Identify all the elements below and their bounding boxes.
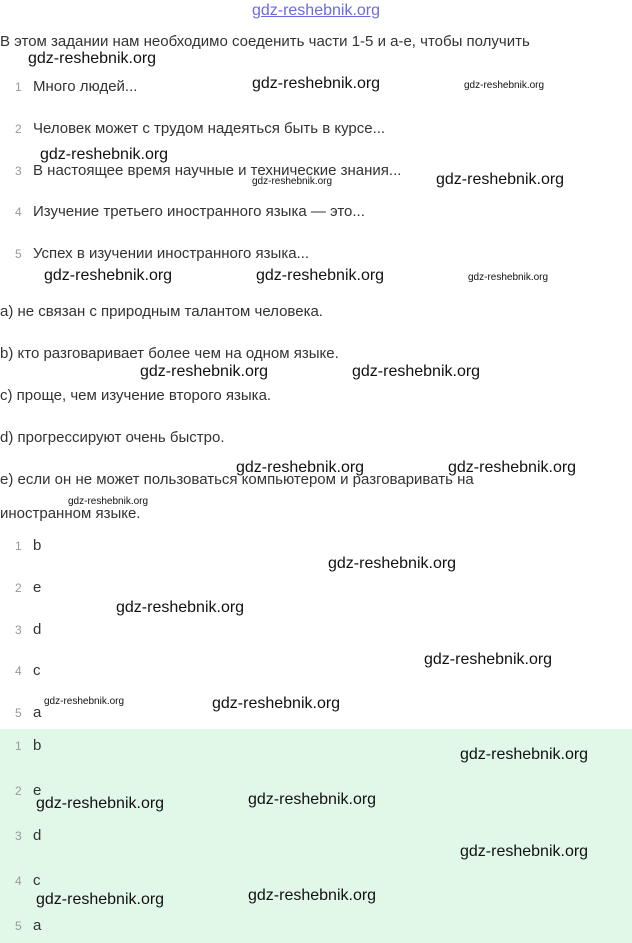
item-number: 5	[15, 706, 22, 720]
item-number: 2	[15, 581, 22, 595]
part-text: Человек может с трудом надеяться быть в курсе...	[33, 120, 386, 137]
watermark: gdz-reshebnik.org	[212, 695, 341, 712]
watermark: gdz-reshebnik.org	[40, 146, 169, 163]
watermark: gdz-reshebnik.org	[468, 272, 549, 283]
watermark: gdz-reshebnik.org	[252, 75, 381, 92]
item-number: 1	[15, 739, 22, 753]
watermark: gdz-reshebnik.org	[460, 746, 589, 763]
part-text: В настоящее время научные и технические знания...	[33, 162, 402, 179]
watermark: gdz-reshebnik.org	[352, 363, 481, 380]
item-number: 5	[15, 247, 22, 261]
answer-letter[interactable]: a	[33, 704, 42, 721]
task-intro: В этом задании нам необходимо соеденить части 1-5 и а-е, чтобы получить	[0, 33, 530, 50]
watermark: gdz-reshebnik.org	[464, 80, 545, 91]
watermark: gdz-reshebnik.org	[140, 363, 269, 380]
ending-b: b) кто разговаривает более чем на одном языке.	[0, 345, 339, 362]
item-number: 3	[15, 164, 22, 178]
item-number: 3	[15, 829, 22, 843]
watermark: gdz-reshebnik.org	[44, 267, 173, 284]
answer-letter[interactable]: d	[33, 621, 42, 638]
answer-letter[interactable]: c	[33, 662, 41, 679]
watermark: gdz-reshebnik.org	[256, 267, 385, 284]
answer-letter[interactable]: e	[33, 579, 42, 596]
watermark: gdz-reshebnik.org	[328, 555, 457, 572]
part-text: Изучение третьего иностранного языка — это...	[33, 203, 365, 220]
watermark: gdz-reshebnik.org	[44, 696, 125, 707]
watermark: gdz-reshebnik.org	[248, 887, 377, 904]
watermark: gdz-reshebnik.org	[68, 496, 149, 507]
ending-e-continued: иностранном языке.	[0, 505, 141, 522]
ending-a: a) не связан с природным талантом человека.	[0, 303, 323, 320]
ending-d: d) прогрессируют очень быстро.	[0, 429, 225, 446]
item-number: 1	[15, 80, 22, 94]
correct-letter: b	[33, 737, 42, 754]
watermark: gdz-reshebnik.org	[36, 891, 165, 908]
correct-letter: a	[33, 917, 42, 934]
item-number: 4	[15, 664, 22, 678]
item-number: 5	[15, 919, 22, 933]
ending-e: e) если он не может пользоваться компьютером и разговаривать на	[0, 471, 474, 488]
watermark: gdz-reshebnik.org	[460, 843, 589, 860]
watermark: gdz-reshebnik.org	[36, 795, 165, 812]
item-number: 4	[15, 205, 22, 219]
item-number: 3	[15, 623, 22, 637]
correct-letter: e	[33, 782, 42, 799]
part-text: Много людей...	[33, 78, 138, 95]
item-number: 1	[15, 539, 22, 553]
watermark: gdz-reshebnik.org	[436, 171, 565, 188]
watermark: gdz-reshebnik.org	[424, 651, 553, 668]
answer-letter[interactable]: b	[33, 537, 42, 554]
watermark: gdz-reshebnik.org	[252, 176, 333, 187]
item-number: 2	[15, 784, 22, 798]
part-text: Успех в изучении иностранного языка...	[33, 245, 310, 262]
watermark: gdz-reshebnik.org	[236, 459, 365, 476]
item-number: 4	[15, 874, 22, 888]
watermark: gdz-reshebnik.org	[248, 791, 377, 808]
watermark: gdz-reshebnik.org	[28, 50, 157, 67]
watermark: gdz-reshebnik.org	[448, 459, 577, 476]
site-title-link[interactable]: gdz-reshebnik.org	[251, 2, 381, 19]
ending-c: c) проще, чем изучение второго языка.	[0, 387, 272, 404]
correct-letter: c	[33, 872, 41, 889]
item-number: 2	[15, 122, 22, 136]
watermark: gdz-reshebnik.org	[116, 599, 245, 616]
correct-letter: d	[33, 827, 42, 844]
